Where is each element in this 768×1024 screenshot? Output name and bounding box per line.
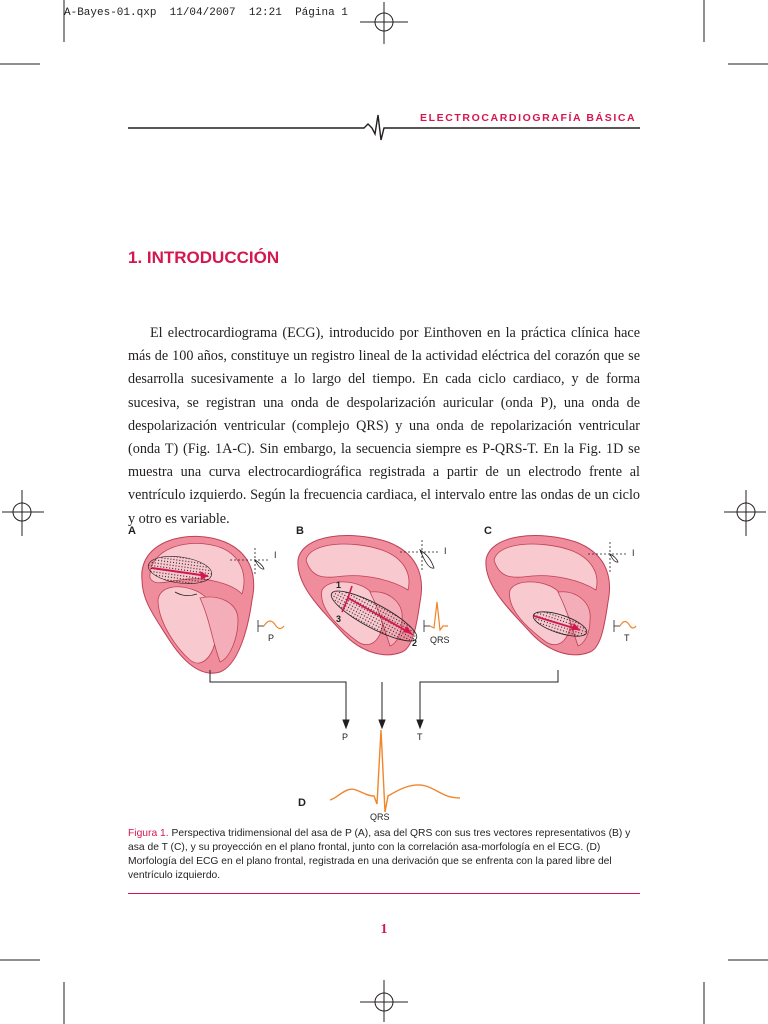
caption-text: Perspectiva tridimensional del asa de P (A), asa del QRS con sus tres vectores representativos (B) y asa de T (C), y su proyección en el plano frontal, junto con la correlación asa-morfología en el ECG. (D) Morfología del ECG en el plano frontal, registrada en una derivación que se enfrenta con la pared libre del ventrículo izquierdo. [128, 828, 631, 881]
wave-label-c: T [624, 633, 630, 643]
panel-c [484, 525, 636, 655]
wave-label-a: P [268, 633, 275, 643]
ecg-trace [330, 730, 460, 812]
figure-caption [128, 827, 640, 883]
caption-label: Figura 1. [128, 828, 169, 839]
registration-target-bottom [360, 980, 408, 1022]
vector-label-3: 3 [336, 614, 342, 624]
registration-target-right [724, 490, 766, 536]
wave-label-b: QRS [430, 635, 450, 645]
slug-time: 12:21 [248, 7, 282, 19]
heart-a [142, 536, 254, 673]
section-title: 1. INTRODUCCIÓN [128, 248, 280, 267]
lead-label-a: I [274, 550, 277, 560]
ecg-t-label: T [417, 732, 423, 742]
heart-b [298, 536, 422, 655]
vector-label-1: 1 [336, 580, 342, 590]
body-paragraph: El electrocardiograma (ECG), introducido por Einthoven en la práctica clínica hace más de 100 años, constituye un registro lineal de la actividad eléctrica del corazón que se desarrolla sucesivamente a lo largo del tiempo. En cada ciclo cardiaco, y de forma sucesiva, se registran una onda de despolarización auricular (onda P), una onda de despolarización ventricular (complejo QRS) y una onda de repolarización ventricular (onda T) (Fig. 1A-C). Sin embargo, la secuencia siempre es P-QRS-T. En la Fig. 1D se muestra una curva electrocardiográfica registrada a partir de un electrodo frente al ventrículo izquierdo. Según la frecuencia cardiaca, el intervalo entre las ondas de un ciclo y otro es variable. [128, 325, 640, 527]
panel-a-letter: A [128, 525, 136, 537]
panel-d-letter: D [298, 797, 306, 809]
ecg-qrs-label: QRS [370, 812, 390, 822]
panel-c-letter: C [484, 525, 492, 537]
figure-ecg-hearts [120, 520, 640, 825]
lead-label-c: I [632, 548, 635, 558]
caption-rule [128, 893, 640, 894]
panel-d [298, 730, 460, 822]
ecg-p-label: P [342, 732, 349, 742]
t-wave-c [614, 620, 636, 643]
p-wave-a [258, 620, 284, 643]
slug-page: Página 1 [295, 7, 348, 19]
page-number: 1 [380, 922, 388, 937]
running-head: ELECTROCARDIOGRAFÍA BÁSICA [420, 112, 637, 124]
panel-b-letter: B [296, 525, 304, 537]
registration-target-top [360, 2, 408, 44]
heart-c [486, 536, 610, 655]
panel-a [128, 525, 284, 673]
qrs-wave-b [424, 602, 450, 645]
lead-label-b: I [444, 546, 447, 556]
slug-date: 11/04/2007 [169, 7, 236, 19]
panel-b [296, 525, 450, 655]
vector-label-2: 2 [412, 638, 418, 648]
connector-lines [210, 670, 558, 728]
registration-target-left [2, 490, 44, 536]
slug-filename: A-Bayes-01.qxp [64, 7, 157, 19]
